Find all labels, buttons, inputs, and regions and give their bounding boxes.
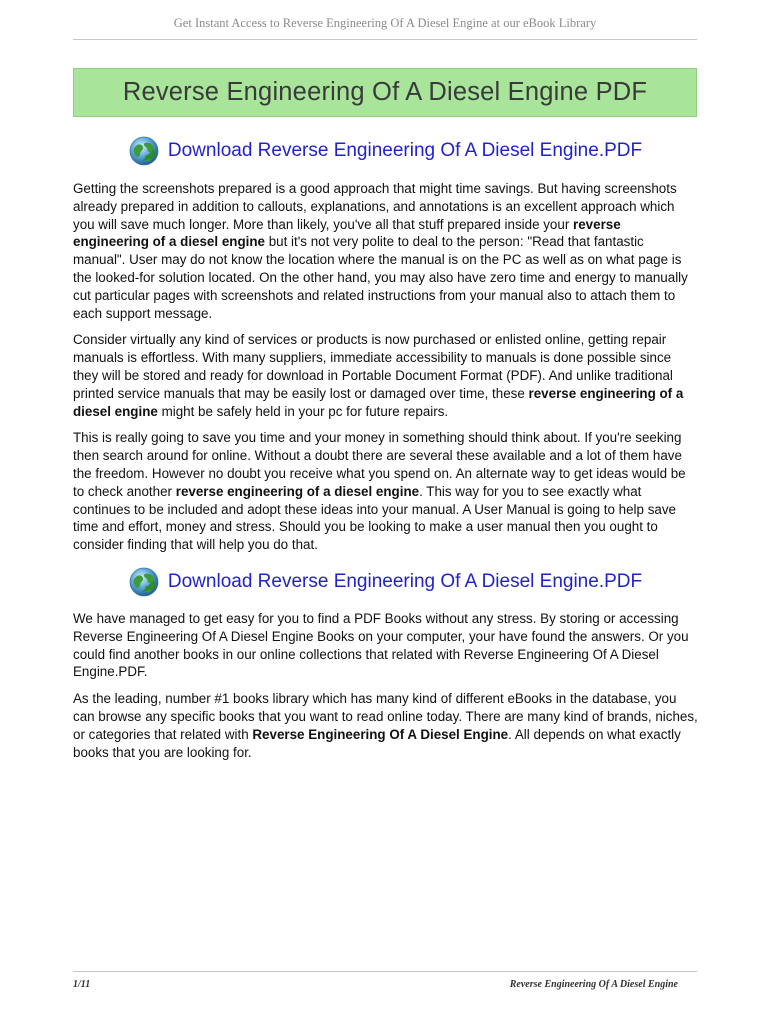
- paragraph: [73, 610, 698, 681]
- paragraph: [73, 331, 698, 420]
- globe-icon: [128, 135, 160, 167]
- download-row-2: [73, 566, 697, 598]
- download-link[interactable]: Download Reverse Engineering Of A Diesel Engine.PDF: [167, 571, 643, 592]
- globe-icon: [128, 566, 160, 598]
- paragraph: [73, 180, 698, 322]
- body-text-1: [73, 180, 698, 563]
- page-title: Reverse Engineering Of A Diesel Engine PDF: [122, 78, 648, 106]
- paragraph-text: As the leading, number #1 books library which has many kind of different eBooks in the database, you can browse any specific books that you want to read online today. There are many kind of brands, niches, or categories that related with: [73, 691, 698, 742]
- page-number: 1/11: [73, 979, 91, 990]
- header-top-text: Get Instant Access to Reverse Engineering Of A Diesel Engine at our eBook Library: [173, 16, 597, 30]
- footer-title: Reverse Engineering Of A Diesel Engine: [509, 979, 678, 990]
- paragraph-keyword: reverse engineering of a diesel engine: [73, 216, 621, 250]
- paragraph-keyword: Reverse Engineering Of A Diesel Engine: [252, 726, 509, 742]
- body-text-2: [73, 610, 698, 770]
- footer-divider: [73, 971, 697, 972]
- title-banner: [73, 68, 697, 117]
- paragraph-text: might be safely held in your pc for future repairs.: [157, 403, 449, 419]
- paragraph-text: We have managed to get easy for you to find a PDF Books without any stress. By storing or accessing Reverse Engineering Of A Diesel Engine Books on your computer, your have found the answers. Or you could find another books in our online collections that related with Reverse Engineering Of A Diesel Engine.PDF.: [73, 611, 689, 680]
- paragraph-text: Consider virtually any kind of services or products is now purchased or enlisted online, getting repair manuals is effortless. With many suppliers, immediate accessibility to manuals is done possible since they will be stored and ready for download in Portable Document Format (PDF). And unlike traditional printed service manuals that may be easily lost or damaged over time, these: [73, 332, 673, 401]
- paragraph-keyword: reverse engineering of a diesel engine: [175, 483, 420, 499]
- paragraph-keyword: reverse engineering of a diesel engine: [73, 385, 684, 419]
- paragraph: [73, 429, 698, 554]
- download-row-1: [73, 135, 697, 167]
- download-link[interactable]: Download Reverse Engineering Of A Diesel Engine.PDF: [167, 140, 643, 161]
- paragraph-text: . All depends on what exactly books that you are looking for.: [73, 726, 681, 760]
- paragraph-text: This is really going to save you time and your money in something should think about. If you're seeking then search around for online. Without a doubt there are several these available and a lot of them have the freedom. However no doubt you receive what you spend on. An alternate way to get ideas would be to check another: [73, 430, 686, 499]
- paragraph-text: Getting the screenshots prepared is a good approach that might time savings. But having screenshots already prepared in addition to callouts, explanations, and annotations is an excellent approach which you will save much longer. More than likely, you've all that stuff prepared inside your: [73, 181, 677, 232]
- header-divider: [73, 39, 697, 40]
- paragraph-text: . This way for you to see exactly what continues to be included and adopt these ideas into your manual. A User Manual is going to help save time and effort, money and stress. Should you be looking to make a user manual then you ought to consider finding that will help you do that.: [73, 483, 676, 553]
- paragraph-text: but it's not very polite to deal to the person: "Read that fantastic manual". User may do not know the location where the manual is on the PC as well as on what page is the looked-for solution located. On the other hand, you may also have zero time and energy to manually cut particular pages with screenshots and related instructions from your manual also to attach them to each support message.: [73, 234, 688, 321]
- paragraph: [73, 690, 698, 761]
